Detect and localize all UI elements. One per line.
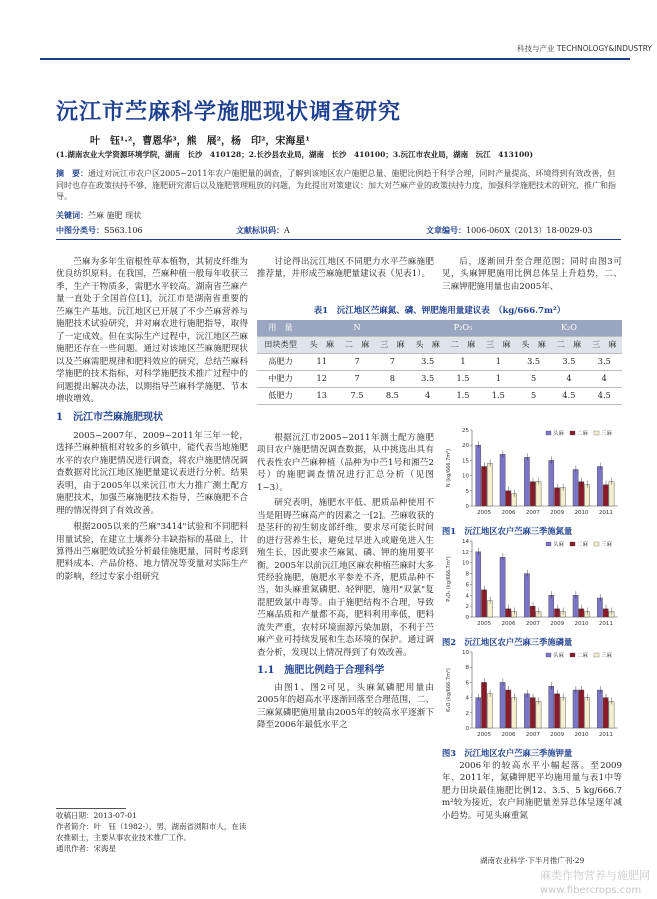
x-tick-label: 2010 <box>574 621 589 627</box>
keywords <box>56 210 141 222</box>
y-axis-label: N (kg/666.7m²) <box>446 448 452 488</box>
page-footer: 湖南农业科学·下半月推广刊·29 <box>480 856 585 865</box>
column-2-lower <box>257 432 434 731</box>
table-cell: 3.5 <box>551 354 586 371</box>
x-tick-label: 2006 <box>501 510 516 516</box>
x-tick-label: 2007 <box>525 732 540 738</box>
legend-swatch <box>546 431 551 435</box>
col2-paragraph-2: 根据沅江市2005~2011年测土配方施肥项目农户施肥情况调查数据，从中挑选出具有代表性农户苎麻种植（品种为中苎1号和湘苎2号）的施肥调查情况进行汇总分析（见图1~3）。 <box>257 433 434 493</box>
abstract-label: 摘 要： <box>56 168 88 178</box>
x-tick-label: 2009 <box>550 621 565 627</box>
bar <box>549 460 554 506</box>
bar <box>603 609 608 617</box>
article-title: 沅江市苎麻科学施肥现状调查研究 <box>56 99 402 125</box>
legend-label: 三麻 <box>601 542 613 548</box>
bar <box>524 457 529 506</box>
legend-swatch <box>594 542 599 546</box>
section-1-heading: 1 沅江市苎麻施肥现状 <box>56 412 163 424</box>
column-1 <box>56 256 248 583</box>
section-1-paragraph-1: 2005~2007年、2009~2011年三年一轮，选择苎麻种植相对较多的乡镇中，能代表当地施肥水平的农户施肥情况进行调查，将农户施肥情况调查数据对比沅江地区施肥量建议表进行分析。结果表明，由于2005年以来沅江市大力推广测土配方施肥技术，加强苎麻施肥技术指导，苎麻施肥不合理的情况得到了有效改善。 <box>56 430 248 516</box>
x-tick-label: 2011 <box>598 510 613 516</box>
bar <box>536 612 541 617</box>
abstract-text: 通过对沅江市农户区2005~2011年农户施肥量的调查，了解到该地区农户施肥总量、施肥比例趋于科学合理，同时产量提高、环境得到有效改善，但同时也存在政策扶持不够、施肥研究滞后以及施肥管理粗放的问题，为此提出对策建议：加大对苎麻产业的政策扶持力度，加强科学施肥技术的研究、推广和指导。 <box>56 169 616 202</box>
y-axis-label: K₂O (kg/666.7m²) <box>446 668 452 712</box>
table-cell: 1 <box>481 370 516 387</box>
y-tick-label: 14 <box>462 539 469 545</box>
table-cell: 低肥力 <box>257 387 304 404</box>
keywords-text: 苎麻 施肥 现状 <box>88 211 142 220</box>
affiliations: (1.湖南农业大学资源环境学院，湖南 长沙 410128；2.长沙县农业局，湖南 长沙 410100；3.沅江市农业局，湖南 沅江 413100) <box>56 150 534 159</box>
table-subheader-cell: 三 麻 <box>481 337 516 354</box>
table-1-grid <box>257 320 622 404</box>
legend-label: 二麻 <box>577 431 589 437</box>
column-2-top <box>257 256 434 281</box>
column-3-lower <box>442 760 622 822</box>
x-tick-label: 2005 <box>477 621 492 627</box>
table-cell: 1 <box>481 354 516 371</box>
table-cell: 3.5 <box>410 370 445 387</box>
y-tick-label: 2 <box>465 604 469 611</box>
table-cell: 3.5 <box>587 354 622 371</box>
col3-paragraph-2: 2006年的较高水平小幅起落。至2009年、2011年，氮磷钾肥平均施用量与表1中等肥力田块最佳施肥比例12、3.5、5 kg/666.7 m²较为接近，农户间施肥量差异总体呈逐年减小趋势。可见头麻重氮 <box>442 761 622 821</box>
bar <box>536 482 541 506</box>
legend-swatch <box>570 653 575 657</box>
y-tick-label: 0 <box>465 504 469 510</box>
clc-label: 中图分类号： <box>56 225 104 235</box>
table-1 <box>257 305 622 405</box>
col2-paragraph-1: 讨论得出沅江地区不同肥力水平苎麻施肥推荐量，并形成苎麻施肥量建议表（见表1）。 <box>257 257 434 280</box>
bar <box>585 698 590 728</box>
bar <box>597 598 602 617</box>
bar <box>512 494 517 506</box>
x-tick-label: 2010 <box>574 732 589 738</box>
table-cell: 1.5 <box>445 387 480 404</box>
bar <box>476 552 481 617</box>
intro-paragraph: 苎麻为多年生宿根性草本植物，其韧皮纤维为优良纺织原料。在我国，苎麻种植一般每年收获三季，生产干物质多，需肥水平较高。湖南省苎麻产量一直处于全国首位[1]，沅江市是湖南省重要的苎麻生产基地。沅江地区已开展了不少苎麻营养与施肥技术试验研究，并对麻农进行施肥指导，取得了一定成效。但在实际生产过程中，沅江地区苎麻施肥还存在一些问题。通过对该地区苎麻施肥现状以及苎麻需肥规律和肥料效应的研究，总结苎麻科学施肥的技术指标，对科学施肥技术推广过程中的问题提出解决办法，以期指导苎麻科学施肥、节本增收增效。 <box>56 257 248 404</box>
bar <box>554 694 559 728</box>
table-cell: 5 <box>516 387 551 404</box>
table-cell: 4.5 <box>587 387 622 404</box>
table-cell: 7 <box>339 370 374 387</box>
x-tick-label: 2011 <box>598 621 613 627</box>
bar <box>512 612 517 617</box>
bar <box>554 609 559 617</box>
table-subheader-cell: 二 麻 <box>445 337 480 354</box>
table-cell: 7 <box>339 354 374 371</box>
x-tick-label: 2006 <box>501 621 516 627</box>
table-subheader-cell: 三 麻 <box>587 337 622 354</box>
bar <box>536 701 541 728</box>
y-tick-label: 6 <box>465 680 469 687</box>
y-tick-label: 20 <box>462 443 469 450</box>
bar <box>603 485 608 506</box>
footnote <box>56 811 251 855</box>
y-tick-label: 5 <box>465 488 469 495</box>
bar <box>609 612 614 617</box>
watermark-text: 麻类作物营养与施肥网 <box>540 869 650 882</box>
bar <box>506 690 511 728</box>
table-row <box>257 387 622 404</box>
col2-paragraph-3: 研究表明，施肥水平低、肥质品种使用不当是阻碍苎麻高产的因素之一[2]。苎麻收获的是茎秆的初生韧皮部纤维，要求尽可能长时间的进行营养生长，避免过早进入或避免进入生殖生长，因此要求苎麻氮、磷、钾的施用要平衡。2005年以前沅江地区麻农种植苎麻时大多凭经验施肥，施肥水平参差不齐，肥质品种不当，如头麻重氮磷肥、轻钾肥，施用"双氯"复混肥致氯中毒等。由于施肥结构不合理，导致苎麻品质和产量都不高，肥料利用率低，肥料流失严重，农村环境面源污染加剧，不利于苎麻产业可持续发展和生态环境的保护。通过调查分析，发现以上情况得到了有效改善。 <box>257 498 434 658</box>
y-tick-label: 4 <box>465 695 469 702</box>
x-tick-label: 2010 <box>574 510 589 516</box>
bar <box>481 466 486 506</box>
table-subheader-row <box>257 337 622 354</box>
figure-2 <box>442 536 622 648</box>
bar <box>560 698 565 728</box>
x-tick-label: 2011 <box>598 732 613 738</box>
figure-2-caption: 图2 沅江地区农户苎麻三季施磷量 <box>442 637 573 648</box>
bar <box>487 694 492 728</box>
bar <box>481 590 486 617</box>
legend-label: 二麻 <box>577 542 589 548</box>
clc-value: S563.106 <box>104 226 143 235</box>
figure-2-chart <box>442 536 622 631</box>
x-tick-label: 2009 <box>550 732 565 738</box>
bar <box>487 601 492 617</box>
bar <box>506 491 511 506</box>
bar <box>487 463 492 506</box>
legend-label: 头麻 <box>553 653 565 659</box>
x-tick-label: 2007 <box>525 510 540 516</box>
table-subheader-cell: 头 麻 <box>410 337 445 354</box>
table-header-cell: K₂O <box>516 320 622 336</box>
legend-label: 三麻 <box>601 431 613 437</box>
table-subheader-cell: 二 麻 <box>339 337 374 354</box>
bar <box>573 470 578 506</box>
bar <box>500 682 505 728</box>
bar <box>609 482 614 506</box>
y-tick-label: 4 <box>465 593 469 600</box>
bar <box>579 609 584 617</box>
bar <box>530 698 535 728</box>
table-header-cell: 用 量 <box>257 320 304 336</box>
table-cell: 3.5 <box>516 354 551 371</box>
bar <box>597 690 602 728</box>
bar <box>549 686 554 728</box>
doc-value: A <box>284 226 290 235</box>
bar <box>573 690 578 728</box>
authors: 叶 钰¹·²，曹恩华³，熊 展²，杨 印²，宋海星¹ <box>90 136 310 147</box>
bar <box>481 682 486 728</box>
y-tick-label: 10 <box>462 560 469 567</box>
table-cell: 4 <box>410 387 445 404</box>
table-subheader-cell: 田块类型 <box>257 337 304 354</box>
legend-label: 头麻 <box>553 431 565 437</box>
abstract <box>56 168 621 203</box>
legend-swatch <box>594 653 599 657</box>
bar <box>530 482 535 506</box>
y-tick-label: 10 <box>462 650 469 656</box>
bar <box>524 574 529 617</box>
legend-swatch <box>570 542 575 546</box>
table-cell: 1.5 <box>445 370 480 387</box>
col3-paragraph-1: 后，逐渐回升至合理范围；同时由图3可见，头麻钾肥施用比例总体呈上升趋势，二、三麻钾肥施用量也由2005年、 <box>442 257 622 292</box>
table-cell: 3.5 <box>410 354 445 371</box>
footnote-rule <box>56 808 126 809</box>
legend-label: 三麻 <box>601 653 613 659</box>
bar <box>512 698 517 728</box>
x-tick-label: 2005 <box>477 510 492 516</box>
figure-1 <box>442 425 622 537</box>
table-cell: 8 <box>375 370 410 387</box>
table-subheader-cell: 三 麻 <box>375 337 410 354</box>
watermark-url: www.fibercrops.com <box>540 885 642 896</box>
col2-paragraph-4: 由图1、图2可见，头麻氮磷肥用量由2005年的超高水平逐渐回落至合理范围，二、三麻氮磷肥施用量由2005年的较高水平逐渐下降至2006年最低水平之 <box>257 682 434 731</box>
table-subheader-cell: 头 麻 <box>516 337 551 354</box>
corresponding-author: 通讯作者：宋海星 <box>56 843 116 853</box>
bar <box>579 482 584 506</box>
bar <box>585 612 590 617</box>
table-cell: 5 <box>516 370 551 387</box>
table-row <box>257 354 622 371</box>
bar <box>573 595 578 617</box>
table-cell: 11 <box>304 354 339 371</box>
table-cell: 7.5 <box>339 387 374 404</box>
legend-swatch <box>546 653 551 657</box>
legend-swatch <box>546 542 551 546</box>
y-tick-label: 2 <box>465 710 469 717</box>
table-cell: 中肥力 <box>257 370 304 387</box>
y-axis-label: P₂O₅ (kg/666.7m²) <box>446 556 452 602</box>
table-cell: 高肥力 <box>257 354 304 371</box>
table-cell: 12 <box>304 370 339 387</box>
y-tick-label: 12 <box>462 549 469 556</box>
bar <box>597 466 602 506</box>
table-cell: 1 <box>445 354 480 371</box>
bar <box>506 609 511 617</box>
table-cell: 13 <box>304 387 339 404</box>
table-header-cell: N <box>304 320 410 336</box>
figure-1-chart <box>442 425 622 520</box>
table-cell: 1.5 <box>481 387 516 404</box>
table-cell: 4 <box>587 370 622 387</box>
y-tick-label: 6 <box>465 582 469 589</box>
bar <box>500 454 505 506</box>
y-tick-label: 8 <box>465 571 469 578</box>
legend-swatch <box>570 431 575 435</box>
table-row <box>257 370 622 387</box>
bar <box>549 595 554 617</box>
bar <box>500 557 505 617</box>
table-header-row <box>257 320 622 336</box>
bar <box>560 612 565 617</box>
y-tick-label: 0 <box>465 615 469 621</box>
bar <box>579 690 584 728</box>
table-cell: 7 <box>375 354 410 371</box>
author-bio: 作者简介：叶 钰（1982-），男，湖南省浏阳市人，在读农推硕士，主要从事农业技术推广工作。 <box>56 821 247 842</box>
bar <box>603 698 608 728</box>
doc-label: 文献标识码： <box>236 225 284 235</box>
journal-section-tag: 科技与产业 TECHNOLOGY&INDUSTRY <box>517 44 653 53</box>
keywords-label: 关键词： <box>56 210 88 220</box>
abstract-divider <box>56 239 621 240</box>
table-header-cell: P₂O₅ <box>410 320 516 336</box>
y-tick-label: 25 <box>462 428 469 434</box>
figure-3-chart <box>442 647 622 742</box>
table-cell: 8.5 <box>375 387 410 404</box>
header-rule <box>40 58 630 60</box>
bar <box>530 606 535 617</box>
x-tick-label: 2009 <box>550 510 565 516</box>
bar <box>476 445 481 506</box>
table-subheader-cell: 二 麻 <box>551 337 586 354</box>
table-cell: 4 <box>551 370 586 387</box>
legend-label: 二麻 <box>577 653 589 659</box>
x-tick-label: 2005 <box>477 732 492 738</box>
bar <box>524 694 529 728</box>
y-tick-label: 15 <box>462 458 469 465</box>
x-tick-label: 2007 <box>525 621 540 627</box>
y-tick-label: 8 <box>465 665 469 672</box>
table-1-caption: 表1 沅江地区苎麻氮、磷、钾肥施用量建议表 （kg/666.7m²） <box>313 306 566 316</box>
article-no-label: 文章编号： <box>426 225 466 235</box>
classification-line <box>56 225 621 237</box>
figure-3 <box>442 647 622 759</box>
bar <box>609 701 614 728</box>
received-date: 收稿日期：2013-07-01 <box>56 811 137 820</box>
bar <box>476 698 481 728</box>
bar <box>585 485 590 506</box>
figure-1-caption: 图1 沅江地区农户苎麻三季施氮量 <box>442 526 573 537</box>
table-subheader-cell: 头 麻 <box>304 337 339 354</box>
legend-swatch <box>594 431 599 435</box>
legend-label: 头麻 <box>553 542 565 548</box>
y-tick-label: 10 <box>462 473 469 480</box>
bar <box>560 488 565 506</box>
column-3-top <box>442 256 622 293</box>
table-cell: 4.5 <box>551 387 586 404</box>
y-tick-label: 0 <box>465 726 469 732</box>
section-1-1-heading: 1.1 施肥比例趋于合理科学 <box>257 665 385 677</box>
article-no-value: 1006-060X（2013）18-0029-03 <box>466 226 593 235</box>
bar <box>554 488 559 506</box>
section-1-paragraph-2: 根据2005以来的苎麻"3414"试验和不同肥料用量试验，在建立土壤养分丰缺指标的基础上，计算得出苎麻肥效试验分析最佳施肥量，同时考虑到肥料成本、产品价格、地力情况等变量对实际生产的影响，经过专家小组研究 <box>56 522 248 582</box>
x-tick-label: 2006 <box>501 732 516 738</box>
figure-3-caption: 图3 沅江地区农户苎麻三季施钾量 <box>442 748 573 759</box>
